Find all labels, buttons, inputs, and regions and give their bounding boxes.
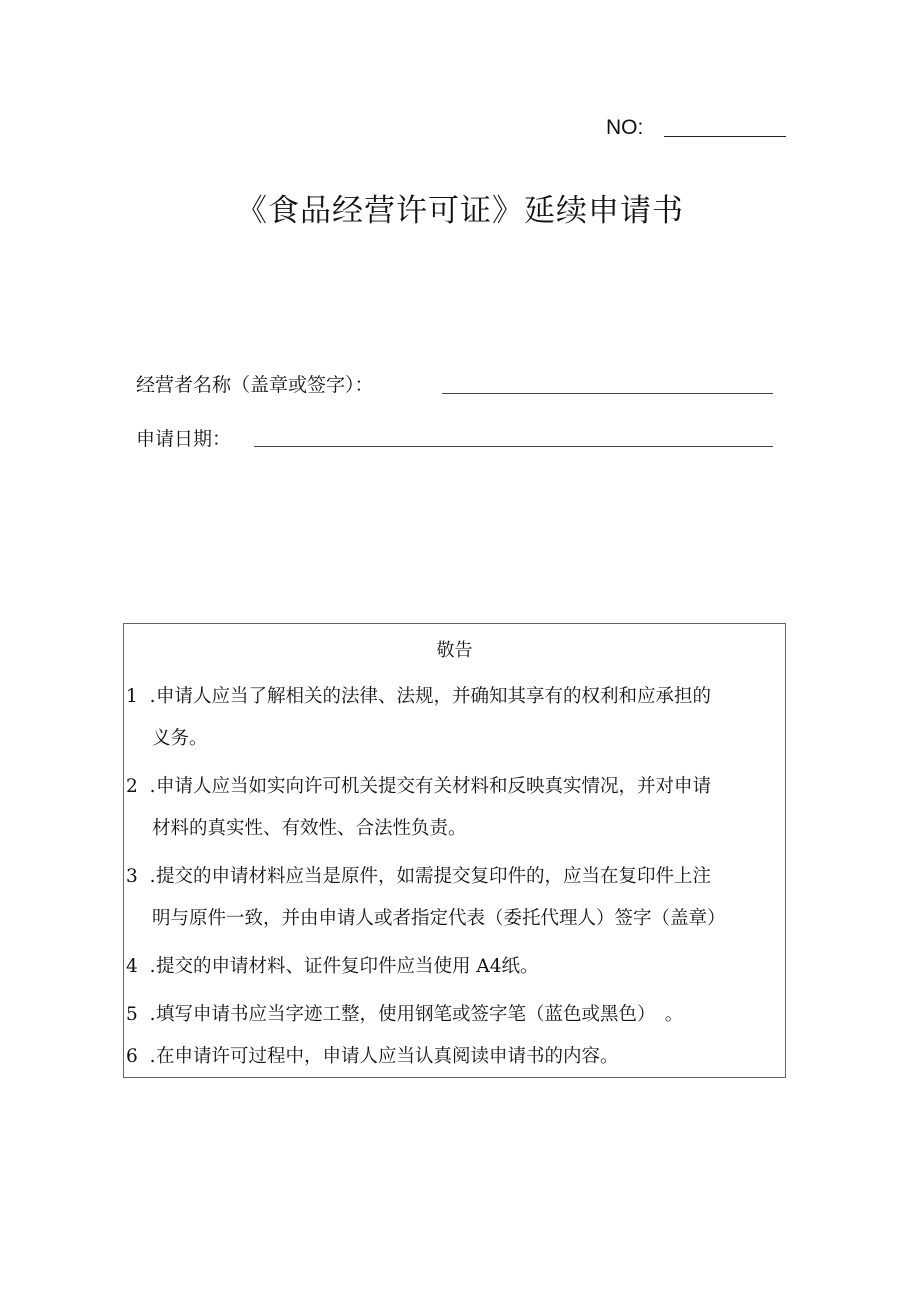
notice-item-3-continued: 明与原件一致，并由申请人或者指定代表（委托代理人）签字（盖章） [152,908,726,929]
notice-item-text: 提交的申请材料、证件复印件应当使用 A4纸。 [156,956,539,977]
notice-item-number: 3 . [126,866,159,887]
notice-item-number: 2 . [126,776,159,797]
notice-item-4 [126,954,539,980]
operator-name-input-line[interactable] [442,393,773,394]
document-title: 《食品经营许可证》延续申请书 [236,193,684,229]
notice-item-text: 申请人应当如实向许可机关提交有关材料和反映真实情况，并对申请 [156,776,712,797]
no-input-line[interactable] [664,136,786,137]
apply-date-input-line[interactable] [254,446,773,447]
notice-item-6 [126,1044,619,1070]
notice-box [123,623,786,1078]
notice-item-1 [126,684,711,710]
notice-item-2-continued: 材料的真实性、有效性、合法性负责。 [152,818,467,839]
notice-item-1-continued: 义务。 [152,728,208,749]
notice-item-text: 填写申请书应当字迹工整，使用钢笔或签字笔（蓝色或黑色） 。 [156,1004,684,1025]
notice-title: 敬告 [436,640,473,661]
notice-item-5 [126,1002,683,1028]
notice-item-number: 5 . [126,1004,159,1025]
notice-item-text: 提交的申请材料应当是原件，如需提交复印件的，应当在复印件上注 [156,866,712,887]
notice-item-number: 6 . [126,1046,159,1067]
no-label: NO: [606,116,644,139]
notice-item-number: 1 . [126,686,159,707]
operator-name-label: 经营者名称（盖章或签字）： [136,374,374,396]
notice-item-text: 在申请许可过程中，申请人应当认真阅读申请书的内容。 [156,1046,619,1067]
notice-item-3 [126,864,711,890]
notice-item-2 [126,774,711,800]
notice-item-text: 申请人应当了解相关的法律、法规，并确知其享有的权利和应承担的 [156,686,712,707]
notice-item-number: 4 . [126,956,159,977]
apply-date-label: 申请日期： [136,428,232,450]
